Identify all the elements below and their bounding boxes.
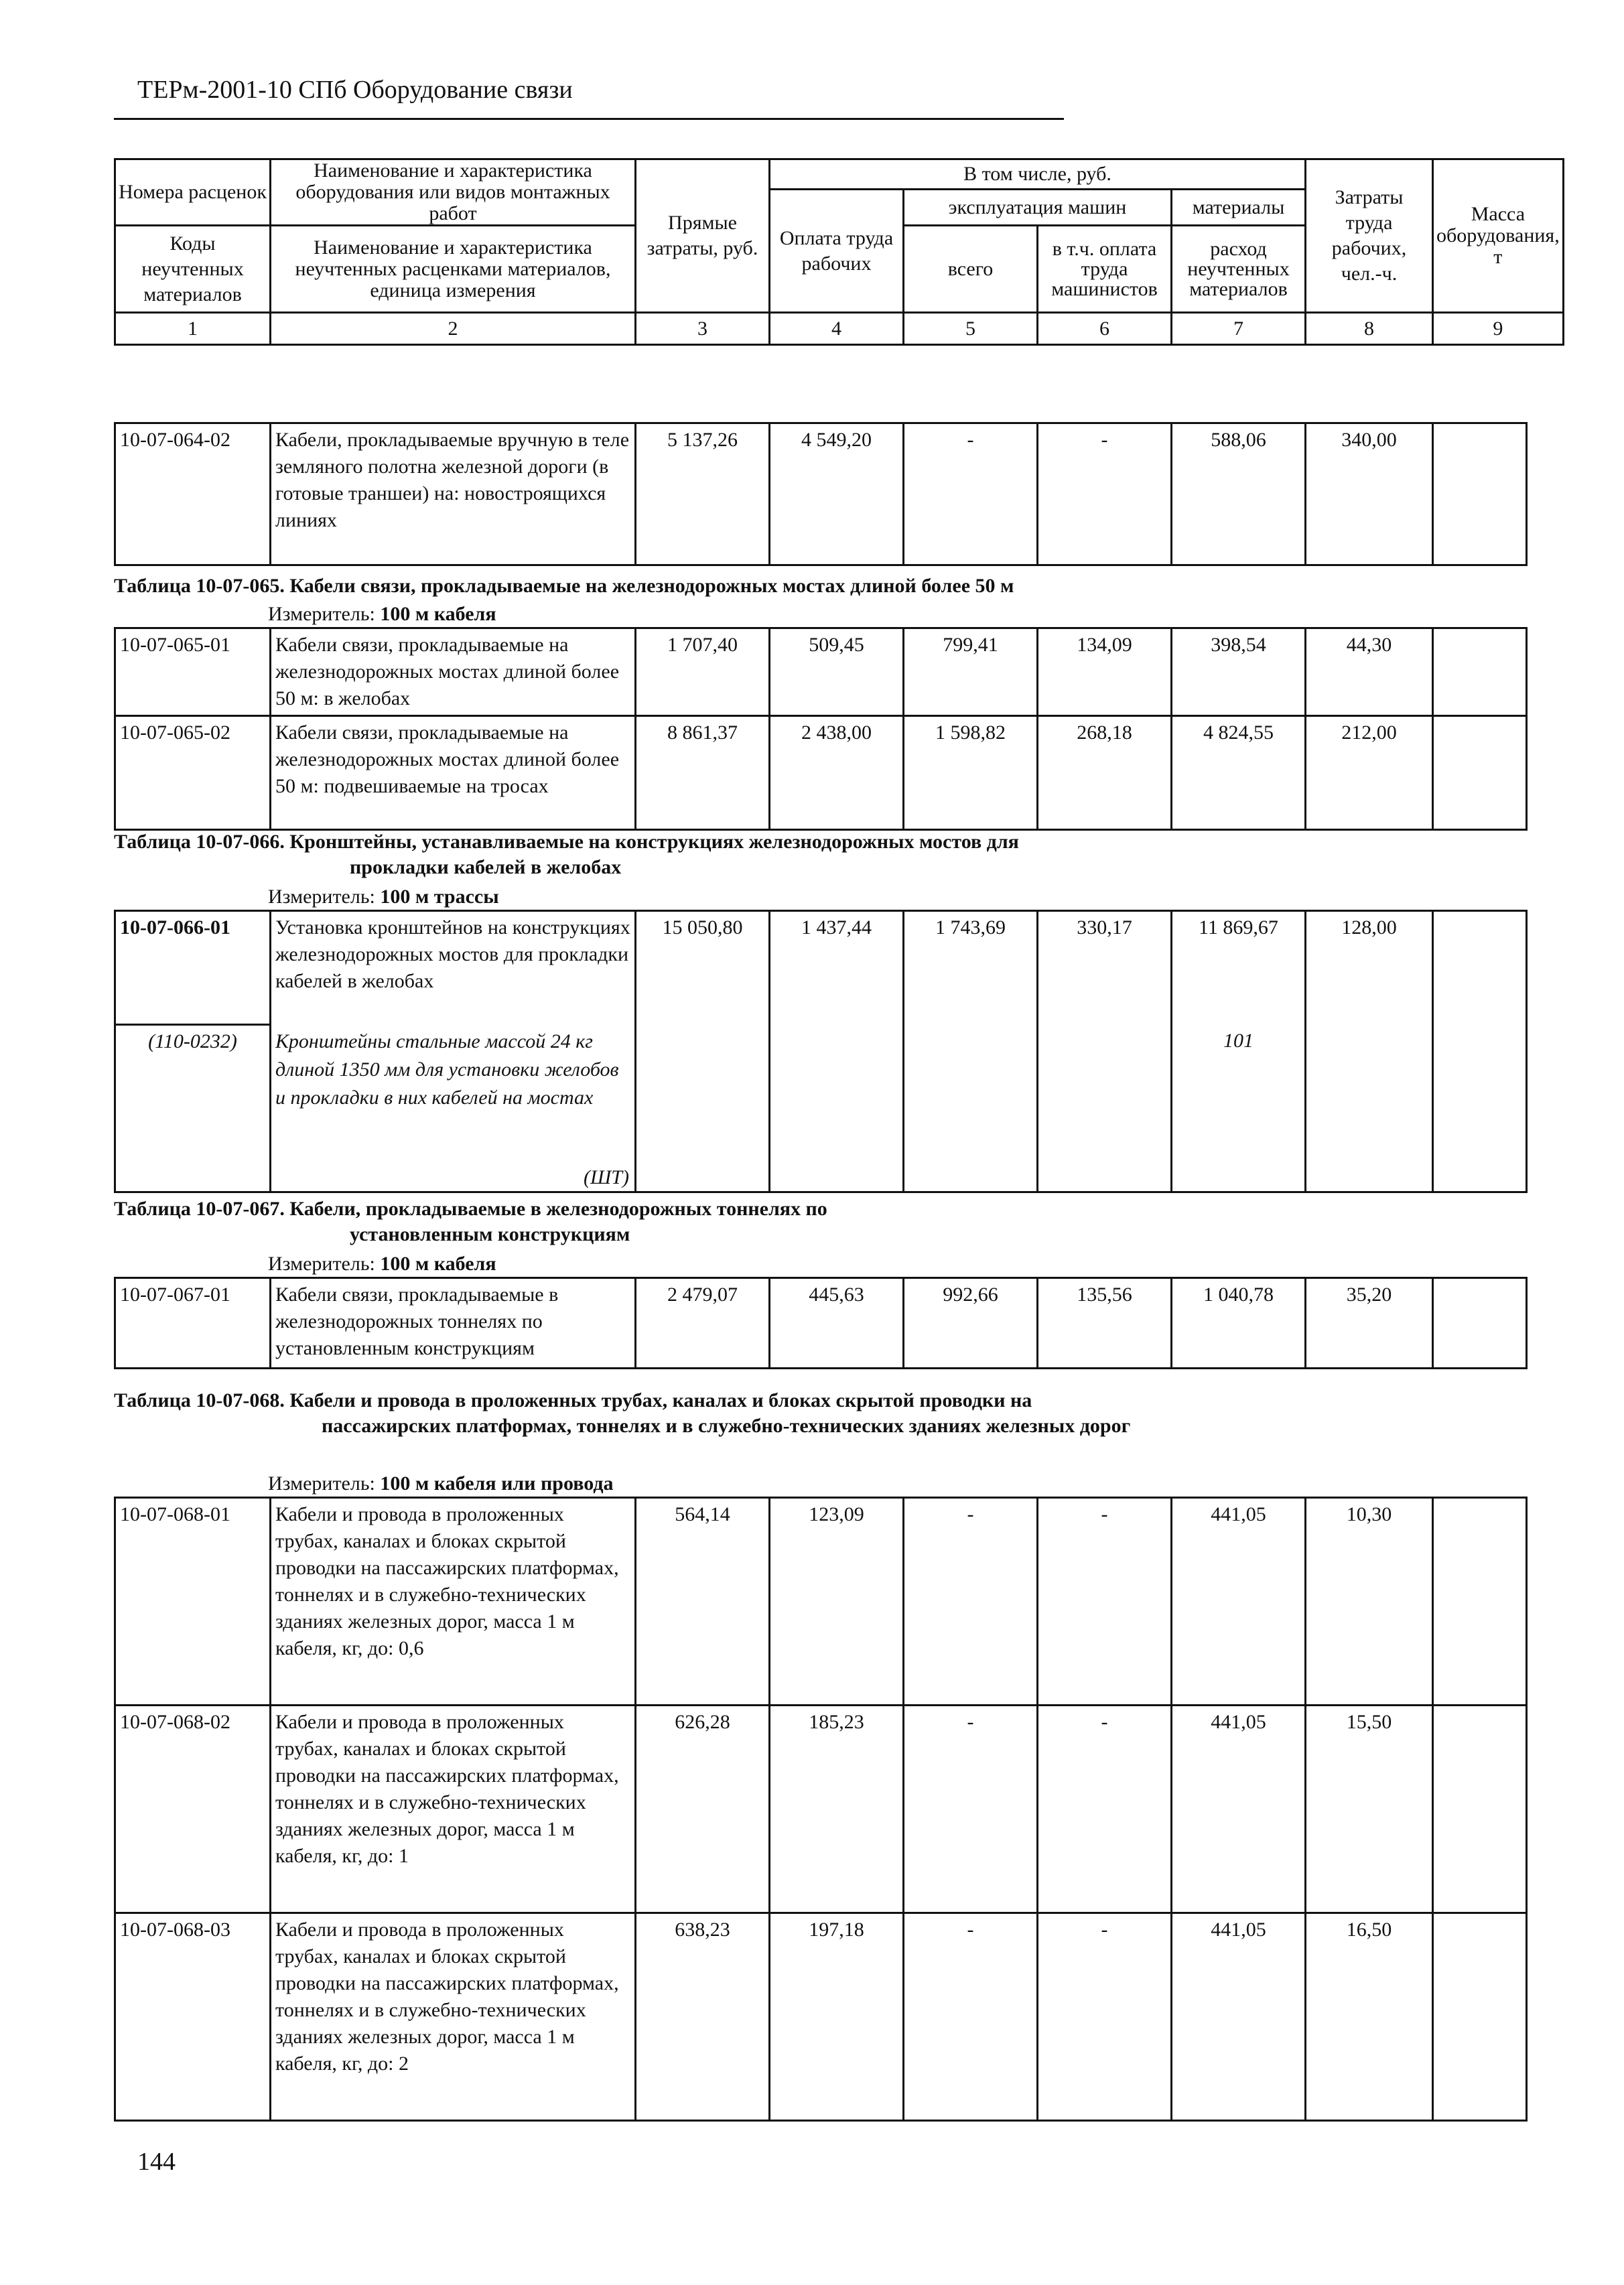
- header-labor-pay: Оплата труда рабочих: [770, 190, 904, 313]
- mass-value: [1433, 1498, 1527, 1706]
- measure-label: Измеритель:: [268, 1472, 375, 1495]
- rate-table: [114, 1497, 1528, 2122]
- table-row: [115, 1913, 1527, 2121]
- rate-code: 10-07-068-02: [115, 1706, 271, 1913]
- direct-costs-value: 5 137,26: [636, 423, 770, 565]
- labor-pay-value: 4 549,20: [770, 423, 904, 565]
- measure-label: Измеритель:: [268, 886, 375, 908]
- materials-value: 441,05: [1172, 1498, 1306, 1706]
- caption-line-continued: прокладки кабелей в желобах: [350, 856, 622, 878]
- rate-name: Кабели и провода в проложенных трубах, каналах и блоках скрытой проводки на пассажирских платформах, тоннелях и в служебно-технических зданиях железных дорог, масса 1 м кабеля, кг, до: 2: [271, 1913, 636, 2121]
- machines-value: 992,66: [904, 1278, 1038, 1369]
- labor-pay-value: 445,63: [770, 1278, 904, 1369]
- materials-value: 441,05: [1172, 1913, 1306, 2121]
- rate-table: [114, 910, 1528, 1193]
- table-measure: [268, 884, 499, 910]
- table-measure: [268, 1251, 496, 1277]
- column-header-table: [114, 158, 1564, 346]
- table-row: [115, 1498, 1527, 1706]
- operators-pay-value: 134,09: [1038, 628, 1172, 716]
- materials-value: 11 869,67: [1172, 911, 1306, 1025]
- measure-value: 100 м кабеля или провода: [380, 1472, 614, 1495]
- rate-name: Установка кронштейнов на конструкциях железнодорожных мостов для прокладки кабелей в желобах: [271, 911, 636, 1025]
- labor-hours-value: 16,50: [1306, 1913, 1433, 2121]
- labor-hours-value: 35,20: [1306, 1278, 1433, 1369]
- material-cell: [271, 1025, 636, 1192]
- labor-hours-value: 340,00: [1306, 423, 1433, 565]
- mass-value: [1433, 628, 1527, 716]
- rate-code: 10-07-065-01: [115, 628, 271, 716]
- direct-costs-value: 564,14: [636, 1498, 770, 1706]
- table-row: [115, 423, 1527, 565]
- mass-value: [1433, 716, 1527, 830]
- table-row: [115, 911, 1527, 1025]
- labor-hours-value: 128,00: [1306, 911, 1433, 1192]
- column-number: 6: [1038, 313, 1172, 345]
- caption-line-continued: установленным конструкциям: [350, 1223, 630, 1245]
- header-rate-numbers: Номера расценок: [115, 159, 271, 226]
- header-unaccounted-materials: расход неучтенных материалов: [1172, 226, 1306, 313]
- labor-pay-value: 123,09: [770, 1498, 904, 1706]
- measure-label: Измеритель:: [268, 1253, 375, 1275]
- material-code: (110-0232): [115, 1025, 271, 1192]
- table-measure: [268, 1471, 614, 1497]
- rate-table: [114, 422, 1528, 566]
- header-direct-costs: Прямые затраты, руб.: [636, 159, 770, 313]
- direct-costs-value: 2 479,07: [636, 1278, 770, 1369]
- materials-value: 441,05: [1172, 1706, 1306, 1913]
- direct-costs-value: 8 861,37: [636, 716, 770, 830]
- column-number: 8: [1306, 313, 1433, 345]
- column-number: 5: [904, 313, 1038, 345]
- rate-name: Кабели связи, прокладываемые на железнодорожных мостах длиной более 50 м: подвешиваемые на тросах: [271, 716, 636, 830]
- machines-value: -: [904, 1498, 1038, 1706]
- mass-value: [1433, 1278, 1527, 1369]
- operators-pay-value: 330,17: [1038, 911, 1172, 1192]
- labor-pay-value: 197,18: [770, 1913, 904, 2121]
- material-quantity: 101: [1172, 1025, 1306, 1192]
- rate-name: Кабели связи, прокладываемые на железнодорожных мостах длиной более 50 м: в желобах: [271, 628, 636, 716]
- header-total: всего: [904, 226, 1038, 313]
- measure-value: 100 м кабеля: [380, 1253, 496, 1275]
- rate-code: 10-07-066-01: [115, 911, 271, 1025]
- table-caption: [114, 829, 1019, 880]
- header-materials: материалы: [1172, 190, 1306, 226]
- table-row: [115, 716, 1527, 830]
- table-caption: [114, 1388, 1130, 1439]
- operators-pay-value: -: [1038, 1913, 1172, 2121]
- rate-name: Кабели и провода в проложенных трубах, каналах и блоках скрытой проводки на пассажирских платформах, тоннелях и в служебно-технических зданиях железных дорог, масса 1 м кабеля, кг, до: 0,6: [271, 1498, 636, 1706]
- materials-value: 398,54: [1172, 628, 1306, 716]
- caption-line-continued: пассажирских платформах, тоннелях и в служебно-технических зданиях железных дорог: [322, 1415, 1131, 1437]
- header-incl-operators-pay: в т.ч. оплата труда машинистов: [1038, 226, 1172, 313]
- header-machine-operation: эксплуатация машин: [904, 190, 1172, 226]
- machines-value: -: [904, 1706, 1038, 1913]
- rate-name: Кабели связи, прокладываемые в железнодорожных тоннелях по установленным конструкциям: [271, 1278, 636, 1369]
- labor-pay-value: 2 438,00: [770, 716, 904, 830]
- rate-name: Кабели, прокладываемые вручную в теле земляного полотна железной дороги (в готовые траншеи) на: новостроящихся линиях: [271, 423, 636, 565]
- machines-value: 1 743,69: [904, 911, 1038, 1192]
- header-name-top: Наименование и характеристика оборудования или видов монтажных работ: [271, 159, 636, 226]
- operators-pay-value: -: [1038, 1706, 1172, 1913]
- measure-value: 100 м кабеля: [380, 603, 496, 625]
- labor-hours-value: 15,50: [1306, 1706, 1433, 1913]
- column-number: 7: [1172, 313, 1306, 345]
- column-number: 9: [1433, 313, 1564, 345]
- labor-hours-value: 212,00: [1306, 716, 1433, 830]
- machines-value: -: [904, 1913, 1038, 2121]
- rate-code: 10-07-065-02: [115, 716, 271, 830]
- rate-code: 10-07-064-02: [115, 423, 271, 565]
- machines-value: 799,41: [904, 628, 1038, 716]
- direct-costs-value: 15 050,80: [636, 911, 770, 1192]
- materials-value: 1 040,78: [1172, 1278, 1306, 1369]
- page-number: 144: [137, 2148, 176, 2176]
- labor-pay-value: 1 437,44: [770, 911, 904, 1192]
- operators-pay-value: -: [1038, 423, 1172, 565]
- labor-hours-value: 10,30: [1306, 1498, 1433, 1706]
- caption-line: Таблица 10-07-066. Кронштейны, устанавливаемые на конструкциях железнодорожных мостов для: [114, 831, 1019, 853]
- machines-value: 1 598,82: [904, 716, 1038, 830]
- caption-line: Таблица 10-07-068. Кабели и провода в проложенных трубах, каналах и блоках скрытой проводки на: [114, 1389, 1032, 1411]
- material-unit: (ШТ): [584, 1166, 629, 1188]
- table-row: [115, 1706, 1527, 1913]
- mass-value: [1433, 423, 1527, 565]
- operators-pay-value: 135,56: [1038, 1278, 1172, 1369]
- mass-value: [1433, 1913, 1527, 2121]
- rate-code: 10-07-068-03: [115, 1913, 271, 2121]
- labor-pay-value: 185,23: [770, 1706, 904, 1913]
- rate-code: 10-07-068-01: [115, 1498, 271, 1706]
- measure-value: 100 м трассы: [380, 886, 499, 908]
- header-codes: Коды неучтенных материалов: [115, 226, 271, 313]
- machines-value: -: [904, 423, 1038, 565]
- rate-name: Кабели и провода в проложенных трубах, каналах и блоках скрытой проводки на пассажирских платформах, тоннелях и в служебно-технических зданиях железных дорог, масса 1 м кабеля, кг, до: 1: [271, 1706, 636, 1913]
- header-labor-costs: Затраты труда рабочих, чел.-ч.: [1306, 159, 1433, 313]
- header-equipment-mass: Масса оборудования, т: [1433, 159, 1564, 313]
- direct-costs-value: 1 707,40: [636, 628, 770, 716]
- measure-label: Измеритель:: [268, 603, 375, 625]
- material-name: Кронштейны стальные массой 24 кг длиной 1350 мм для установки желобов и прокладки в них кабелей на мостах: [275, 1030, 619, 1109]
- table-caption: Таблица 10-07-065. Кабели связи, прокладываемые на железнодорожных мостах длиной более 50 м: [114, 575, 1014, 597]
- table-caption: [114, 1196, 827, 1247]
- operators-pay-value: -: [1038, 1498, 1172, 1706]
- caption-line: Таблица 10-07-067. Кабели, прокладываемые в железнодорожных тоннелях по: [114, 1198, 827, 1220]
- column-number: 4: [770, 313, 904, 345]
- operators-pay-value: 268,18: [1038, 716, 1172, 830]
- table-measure: [268, 602, 496, 627]
- materials-value: 4 824,55: [1172, 716, 1306, 830]
- mass-value: [1433, 911, 1527, 1192]
- column-number: 2: [271, 313, 636, 345]
- header-including: В том числе, руб.: [770, 159, 1306, 190]
- direct-costs-value: 626,28: [636, 1706, 770, 1913]
- table-row: [115, 628, 1527, 716]
- mass-value: [1433, 1706, 1527, 1913]
- header-name-bottom: Наименование и характеристика неучтенных расценками материалов, единица измерения: [271, 226, 636, 313]
- materials-value: 588,06: [1172, 423, 1306, 565]
- page-title: ТЕРм-2001-10 СПб Оборудование связи: [137, 76, 573, 104]
- title-divider: [114, 118, 1064, 120]
- column-number: 3: [636, 313, 770, 345]
- labor-pay-value: 509,45: [770, 628, 904, 716]
- table-row: [115, 1278, 1527, 1369]
- rate-table: [114, 1277, 1528, 1369]
- column-number: 1: [115, 313, 271, 345]
- rate-code: 10-07-067-01: [115, 1278, 271, 1369]
- rate-table: [114, 627, 1528, 831]
- direct-costs-value: 638,23: [636, 1913, 770, 2121]
- labor-hours-value: 44,30: [1306, 628, 1433, 716]
